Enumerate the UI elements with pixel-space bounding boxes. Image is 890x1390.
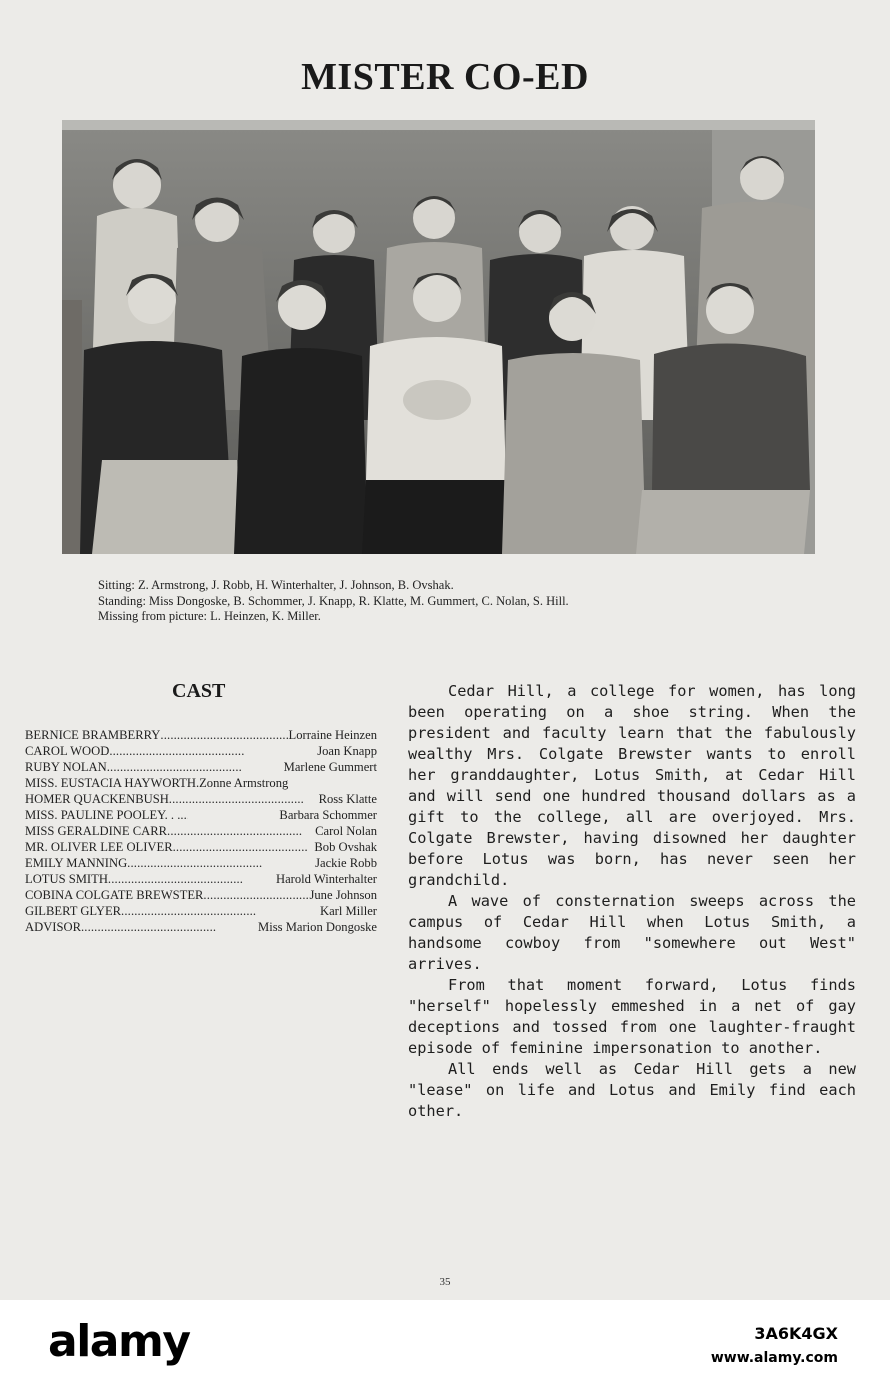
cast-actor: Zonne Armstrong bbox=[199, 776, 289, 790]
story-paragraph: A wave of consternation sweeps across the campus of Cedar Hill when Lotus Smith, a handsome cowboy from "somewhere out West" arrives. bbox=[408, 892, 856, 973]
cast-actor: Barbara Schommer bbox=[279, 808, 377, 822]
caption-standing: Standing: Miss Dongoske, B. Schommer, J. Knapp, R. Klatte, M. Gummert, C. Nolan, S. Hill. bbox=[98, 593, 569, 608]
cast-entry bbox=[25, 839, 377, 855]
cast-actor: Carol Nolan bbox=[315, 824, 377, 838]
story-synopsis bbox=[408, 681, 856, 1122]
caption-sitting: Sitting: Z. Armstrong, J. Robb, H. Winterhalter, J. Johnson, B. Ovshak. bbox=[98, 578, 454, 592]
cast-entry bbox=[25, 759, 377, 775]
cast-entry bbox=[25, 919, 377, 935]
cast-entry bbox=[25, 743, 377, 759]
footer-url: www.alamy.com bbox=[710, 1350, 838, 1366]
cast-actor: Lorraine Heinzen bbox=[288, 728, 377, 742]
caption-missing: Missing from picture: L. Heinzen, K. Miller. bbox=[98, 609, 321, 623]
stock-footer-bar bbox=[0, 1300, 890, 1390]
cast-entry bbox=[25, 903, 377, 919]
cast-actor: Marlene Gummert bbox=[283, 760, 377, 774]
cast-role: CAROL WOOD bbox=[25, 744, 110, 758]
cast-entry bbox=[25, 727, 377, 743]
cast-list bbox=[25, 727, 377, 935]
alamy-logo: alamy bbox=[48, 1316, 190, 1367]
cast-entry bbox=[25, 807, 377, 823]
page-title: MISTER CO-ED bbox=[301, 56, 589, 98]
group-photo bbox=[62, 120, 815, 554]
cast-role: BERNICE BRAMBERRY bbox=[25, 728, 161, 742]
page-number: 35 bbox=[439, 1276, 451, 1288]
cast-role: COBINA COLGATE BREWSTER bbox=[25, 888, 204, 902]
cast-role: EMILY MANNING bbox=[25, 856, 128, 870]
cast-role: LOTUS SMITH bbox=[25, 872, 108, 886]
cast-actor: Jackie Robb bbox=[315, 856, 377, 870]
cast-entry bbox=[25, 775, 377, 791]
cast-actor: Miss Marion Dongoske bbox=[258, 920, 377, 934]
cast-actor: Karl Miller bbox=[319, 904, 377, 918]
cast-entry bbox=[25, 823, 377, 839]
cast-entry bbox=[25, 791, 377, 807]
cast-actor: Harold Winterhalter bbox=[275, 872, 377, 886]
story-paragraph: From that moment forward, Lotus finds "herself" hopelessly emmeshed in a net of gay deceptions and tossed from one laughter-fraught episode of feminine impersonation to another. bbox=[408, 976, 856, 1057]
cast-role: MR. OLIVER LEE OLIVER bbox=[25, 840, 173, 854]
cast-role: ADVISOR bbox=[25, 920, 81, 934]
cast-entry bbox=[25, 887, 377, 903]
image-id: 3A6K4GX bbox=[754, 1324, 838, 1343]
cast-role: MISS GERALDINE CARR bbox=[25, 824, 168, 838]
cast-role: MISS. PAULINE POOLEY. . . bbox=[25, 808, 181, 822]
cast-actor: Ross Klatte bbox=[318, 792, 377, 806]
cast-entry bbox=[25, 871, 377, 887]
cast-role: HOMER QUACKENBUSH bbox=[25, 792, 169, 806]
group-photo-illustration bbox=[62, 120, 815, 554]
cast-actor: June Johnson bbox=[309, 888, 377, 902]
cast-role: MISS. EUSTACIA HAYWORTH. bbox=[25, 776, 200, 790]
cast-role: RUBY NOLAN bbox=[25, 760, 107, 774]
story-paragraph: Cedar Hill, a college for women, has long been operating on a shoe string. When the president and faculty learn that the fabulously wealthy Mrs. Colgate Brewster wants to enroll her granddaughter, Lotus Smith, at Cedar Hill and will send one hundred thousand dollars as a gift to the college, all are overjoyed. Mrs. Colgate Brewster, having disowned her daughter before Lotus was born, has never seen her grandchild. bbox=[408, 682, 856, 889]
cast-actor: Bob Ovshak bbox=[314, 840, 377, 854]
story-paragraph: All ends well as Cedar Hill gets a new "lease" on life and Lotus and Emily find each other. bbox=[408, 1060, 856, 1120]
cast-actor: Joan Knapp bbox=[317, 744, 377, 758]
cast-heading: CAST bbox=[172, 680, 226, 702]
cast-role: GILBERT GLYER bbox=[25, 904, 122, 918]
cast-entry bbox=[25, 855, 377, 871]
photo-caption bbox=[98, 578, 818, 625]
